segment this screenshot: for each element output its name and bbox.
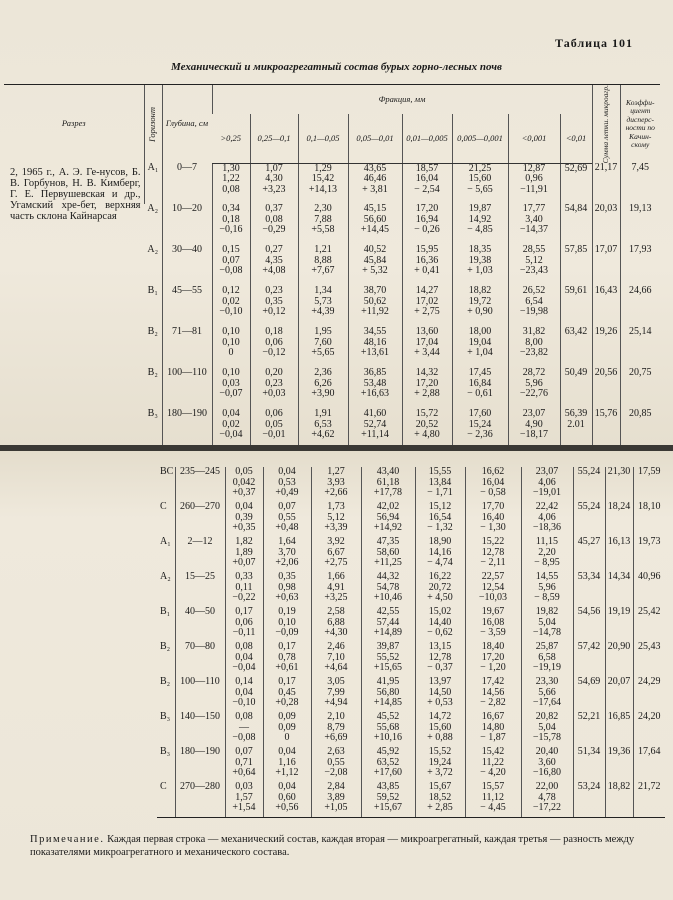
sum-cell: 20,03 [592,204,620,245]
horizon-cell: B₃ [160,747,171,757]
depth-cell: 100—110 [175,677,225,712]
coef-cell: 24,29 [633,677,665,712]
fraction-cell: 43,40 61,18 +17,78 [361,467,415,502]
fraction-header: >0,25 [212,114,250,163]
fraction-cell: 1,34 5,73 +4,39 [298,286,348,327]
table-row [157,747,665,782]
fraction-cell: 1,66 4,91 +3,25 [311,572,361,607]
fraction-cell: 15,55 13,84 − 1,71 [415,467,465,502]
fraction-cell: 16,62 16,04 − 0,58 [465,467,521,502]
fraction-cell: 0,04 0,39 +0,35 [225,502,263,537]
fraction-cell: 0,37 0,08 −0,29 [250,204,298,245]
fraction-cell: 17,42 14,56 − 2,82 [465,677,521,712]
fraction-cell: 18,90 14,16 − 4,74 [415,537,465,572]
table-row [157,572,665,607]
table-row [157,537,665,572]
fraction-cell: 41,95 56,80 +14,85 [361,677,415,712]
fraction-cell: 0,34 0,18 −0,16 [212,204,250,245]
col-header-koef: Коэффи-циент дисперс-ности по Качин-скому [620,85,660,164]
fraction-cell: 0,08 — −0,08 [225,712,263,747]
fraction-cell: 22,00 4,78 −17,22 [521,782,573,818]
fraction-cell: 1,07 4,30 +3,23 [250,163,298,204]
fraction-cell: 25,87 6,58 −19,19 [521,642,573,677]
sum-cell: 16,43 [592,286,620,327]
fraction-cell: 2,84 3,89 +1,05 [311,782,361,818]
top-page [0,0,673,445]
depth-cell: 10—20 [162,204,212,245]
fraction-cell: 18,57 16,04 − 2,54 [402,163,452,204]
fraction-header: 0,01—0,005 [402,114,452,163]
table-title: Механический и микроагрегатный состав бурых горно-лесных почв [171,61,502,73]
horizon-cell: A₂ [147,204,159,215]
coef-cell: 24,20 [633,712,665,747]
fraction-cell: 52,69 [560,163,592,204]
fraction-cell: 0,12 0,02 −0,10 [212,286,250,327]
fraction-cell: 15,42 11,22 − 4,20 [465,747,521,782]
horizon-cell: B₁ [160,607,171,617]
fraction-cell: 21,25 15,60 − 5,65 [452,163,508,204]
soil-table-bottom [157,467,665,818]
fraction-cell: 63,42 [560,327,592,368]
sum-cell: 18,82 [605,782,633,818]
fraction-header: 0,25—0,1 [250,114,298,163]
horizon-cell: B₂ [147,368,158,379]
fraction-cell: 2,30 7,88 +5,58 [298,204,348,245]
fraction-cell: 13,97 14,50 + 0,53 [415,677,465,712]
table-row [157,677,665,712]
table-note [30,833,650,859]
fraction-cell: 0,19 0,10 −0,09 [263,607,311,642]
fraction-cell: 41,60 52,74 +11,14 [348,409,402,445]
fraction-cell: 57,85 [560,245,592,286]
fraction-cell: 38,70 50,62 +11,92 [348,286,402,327]
fraction-cell: 18,00 19,04 + 1,04 [452,327,508,368]
fraction-cell: 2,10 8,79 +6,69 [311,712,361,747]
fraction-cell: 15,72 20,52 + 4,80 [402,409,452,445]
coef-cell: 17,93 [620,245,660,286]
fraction-cell: 31,82 8,00 −23,82 [508,327,560,368]
fraction-cell: 23,30 5,66 −17,64 [521,677,573,712]
coef-cell: 18,10 [633,502,665,537]
fraction-cell: 42,55 57,44 +14,89 [361,607,415,642]
fraction-cell: 16,67 14,80 − 1,87 [465,712,521,747]
fraction-cell: 45,92 63,52 +17,60 [361,747,415,782]
fraction-cell: 0,04 0,02 −0,04 [212,409,250,445]
fraction-cell: 34,55 48,16 +13,61 [348,327,402,368]
fraction-cell: 0,17 0,78 +0,61 [263,642,311,677]
horizon-cell: C [157,782,175,818]
coef-cell: 19,13 [620,204,660,245]
fraction-cell: 14,72 15,60 + 0,88 [415,712,465,747]
fraction-cell: 2,36 6,26 +3,90 [298,368,348,409]
depth-cell: 260—270 [175,502,225,537]
sum-cell: 20,56 [592,368,620,409]
coef-cell: 25,42 [633,607,665,642]
fraction-cell: 17,77 3,40 −14,37 [508,204,560,245]
fraction-cell: 18,82 19,72 + 0,90 [452,286,508,327]
fraction-cell: 15,22 12,78 − 2,11 [465,537,521,572]
fraction-cell: 17,45 16,84 − 0,61 [452,368,508,409]
table-row [157,467,665,502]
fraction-cell: 2,46 7,10 +4,64 [311,642,361,677]
fraction-cell: 0,14 0,04 −0,10 [225,677,263,712]
sum-cell: 20,07 [605,677,633,712]
depth-cell: 0—7 [162,163,212,204]
fraction-cell: 1,73 5,12 +3,39 [311,502,361,537]
fraction-cell: 0,20 0,23 +0,03 [250,368,298,409]
fraction-cell: 2,58 6,88 +4,30 [311,607,361,642]
fraction-cell: 47,35 58,60 +11,25 [361,537,415,572]
table-row [157,782,665,818]
sum-cell: 20,90 [605,642,633,677]
fraction-cell: 26,52 6,54 −19,98 [508,286,560,327]
table-row [4,163,660,204]
fraction-header: 0,1—0,05 [298,114,348,163]
horizon-cell: A₁ [160,537,171,547]
fraction-cell: 0,03 1,57 +1,54 [225,782,263,818]
fraction-cell: 0,05 0,042 +0,37 [225,467,263,502]
table-number: Таблица 101 [555,36,633,50]
fraction-header: <0,01 [560,114,592,163]
fraction-cell: 15,57 11,12 − 4,45 [465,782,521,818]
fraction-cell: 17,60 15,24 − 2,36 [452,409,508,445]
horizon-cell: B₂ [160,642,171,652]
depth-cell: 15—25 [175,572,225,607]
fraction-cell: 0,04 1,16 +1,12 [263,747,311,782]
fraction-cell: 18,35 19,38 + 1,03 [452,245,508,286]
fraction-cell: 39,87 55,52 +15,65 [361,642,415,677]
fraction-cell: 1,21 8,88 +7,67 [298,245,348,286]
fraction-cell: 13,60 17,04 + 3,44 [402,327,452,368]
sum-cell: 18,24 [605,502,633,537]
depth-cell: 30—40 [162,245,212,286]
fraction-cell: 51,34 [573,747,605,782]
table-row [157,712,665,747]
fraction-cell: 23,07 4,06 −19,01 [521,467,573,502]
fraction-cell: 44,32 54,78 +10,46 [361,572,415,607]
fraction-cell: 0,04 0,60 +0,56 [263,782,311,818]
fraction-cell: 2,63 0,55 −2,08 [311,747,361,782]
fraction-cell: 54,69 [573,677,605,712]
fraction-cell: 23,07 4,90 −18,17 [508,409,560,445]
horizon-cell: B₃ [147,409,158,420]
fraction-cell: 1,30 1,22 0,08 [212,163,250,204]
fraction-cell: 56,39 2.01 [560,409,592,445]
fraction-cell: 0,17 0,45 +0,28 [263,677,311,712]
fraction-cell: 53,34 [573,572,605,607]
fraction-cell: 0,35 0,98 +0,63 [263,572,311,607]
fraction-cell: 53,24 [573,782,605,818]
horizon-cell: A₁ [144,163,162,204]
fraction-cell: 1,91 6,53 +4,62 [298,409,348,445]
fraction-cell: 50,49 [560,368,592,409]
fraction-cell: 0,10 0,10 0 [212,327,250,368]
fraction-cell: 0,33 0,11 −0,22 [225,572,263,607]
depth-cell: 40—50 [175,607,225,642]
horizon-cell: B₂ [147,327,158,338]
fraction-cell: 0,09 0,09 0 [263,712,311,747]
horizon-cell: B₁ [147,286,158,297]
fraction-cell: 15,12 16,54 − 1,32 [415,502,465,537]
note-head: Примечание. [30,834,105,845]
fraction-cell: 18,40 17,20 − 1,20 [465,642,521,677]
fraction-cell: 20,82 5,04 −15,78 [521,712,573,747]
fraction-cell: 17,70 16,40 − 1,30 [465,502,521,537]
fraction-cell: 14,27 17,02 + 2,75 [402,286,452,327]
fraction-cell: 0,10 0,03 −0,07 [212,368,250,409]
fraction-cell: 15,52 19,24 + 3,72 [415,747,465,782]
fraction-header: 0,005—0,001 [452,114,508,163]
fraction-cell: 1,95 7,60 +5,65 [298,327,348,368]
col-header-razrez: Разрез [4,85,144,164]
horizon-cell: A₂ [160,572,171,582]
depth-cell: 2—12 [175,537,225,572]
sum-cell: 21,30 [605,467,633,502]
sum-cell: 16,13 [605,537,633,572]
fraction-cell: 43,65 46,46 + 3,81 [348,163,402,204]
site-reference: 2, 1965 г., А. Э. Ге-нусов, Б. В. Горбунов, Н. В. Кимберг, Г. Е. Первушевская и др., Угамский хре-бет, верхняя часть склона Кайнарсая [10,167,141,223]
depth-cell: 270—280 [175,782,225,818]
fraction-cell: 0,07 0,55 +0,48 [263,502,311,537]
col-header-glubina: Глубина, см [162,85,212,164]
fraction-cell: 16,22 20,72 + 4,50 [415,572,465,607]
bottom-page [0,451,673,900]
coef-cell: 17,64 [633,747,665,782]
horizon-cell: BC [160,467,174,477]
fraction-cell: 57,42 [573,642,605,677]
fraction-cell: 19,67 16,08 − 3,59 [465,607,521,642]
fraction-cell: 40,52 45,84 + 5,32 [348,245,402,286]
depth-cell: 71—81 [162,327,212,368]
fraction-cell: 54,84 [560,204,592,245]
fraction-cell: 43,85 59,52 +15,67 [361,782,415,818]
fraction-cell: 12,87 0,96 −11,91 [508,163,560,204]
fraction-cell: 55,24 [573,502,605,537]
fraction-cell: 22,42 4,06 −18,36 [521,502,573,537]
soil-table-top [4,84,660,445]
horizon-cell: C [160,502,167,512]
horizon-cell: A₂ [147,245,159,256]
coef-cell: 20,75 [620,368,660,409]
sum-cell: 15,76 [592,409,620,445]
fraction-cell: 0,15 0,07 −0,08 [212,245,250,286]
horizon-cell: B₃ [160,712,171,722]
sum-cell: 16,85 [605,712,633,747]
fraction-cell: 28,55 5,12 −23,43 [508,245,560,286]
fraction-cell: 59,61 [560,286,592,327]
table-row [157,642,665,677]
sum-cell: 14,34 [605,572,633,607]
fraction-cell: 36,85 53,48 +16,63 [348,368,402,409]
fraction-cell: 19,82 5,04 −14,78 [521,607,573,642]
fraction-cell: 15,67 18,52 + 2,85 [415,782,465,818]
fraction-cell: 1,29 15,42 +14,13 [298,163,348,204]
fraction-cell: 20,40 3,60 −16,80 [521,747,573,782]
fraction-cell: 14,55 5,96 − 8,59 [521,572,573,607]
fraction-cell: 15,02 14,40 − 0,62 [415,607,465,642]
fraction-cell: 42,02 56,94 +14,92 [361,502,415,537]
fraction-cell: 0,18 0,06 −0,12 [250,327,298,368]
sum-cell: 19,19 [605,607,633,642]
fraction-cell: 14,32 17,20 + 2,88 [402,368,452,409]
depth-cell: 180—190 [162,409,212,445]
fraction-cell: 11,15 2,20 − 8,95 [521,537,573,572]
fraction-cell: 45,52 55,68 +10,16 [361,712,415,747]
fraction-cell: 0,23 0,35 +0,12 [250,286,298,327]
coef-cell: 17,59 [633,467,665,502]
depth-cell: 70—80 [175,642,225,677]
fraction-cell: 15,95 16,36 + 0,41 [402,245,452,286]
fraction-cell: 0,06 0,05 −0,01 [250,409,298,445]
fraction-cell: 28,72 5,96 −22,76 [508,368,560,409]
coef-cell: 21,72 [633,782,665,818]
fraction-cell: 0,08 0,04 −0,04 [225,642,263,677]
fraction-cell: 45,27 [573,537,605,572]
fraction-cell: 0,17 0,06 −0,11 [225,607,263,642]
sum-cell: 19,36 [605,747,633,782]
col-header-summa: Сумма летки. микроагр. [592,85,620,164]
fraction-cell: 3,05 7,99 +4,94 [311,677,361,712]
note-text: Каждая первая строка — механический состав, каждая вторая — микроагрегатный, каждая третья — разность между показателями микроагрегатного и механического состава. [30,834,635,858]
coef-cell: 19,73 [633,537,665,572]
fraction-cell: 17,20 16,94 − 0,26 [402,204,452,245]
fraction-cell: 3,92 6,67 +2,75 [311,537,361,572]
depth-cell: 140—150 [175,712,225,747]
fraction-header: 0,05—0,01 [348,114,402,163]
col-header-gorizont: Горизонт [144,85,162,164]
coef-cell: 25,14 [620,327,660,368]
fraction-cell: 45,15 56,60 +14,45 [348,204,402,245]
depth-cell: 45—55 [162,286,212,327]
fraction-cell: 0,07 0,71 +0,64 [225,747,263,782]
fraction-cell: 52,21 [573,712,605,747]
sum-cell: 21,17 [592,163,620,204]
fraction-header: <0,001 [508,114,560,163]
fraction-cell: 1,27 3,93 +2,66 [311,467,361,502]
fraction-cell: 1,82 1,89 +0,07 [225,537,263,572]
coef-cell: 24,66 [620,286,660,327]
depth-cell: 180—190 [175,747,225,782]
coef-cell: 20,85 [620,409,660,445]
fraction-cell: 22,57 12,54 −10,03 [465,572,521,607]
table-row [157,502,665,537]
table-row [157,607,665,642]
sum-cell: 17,07 [592,245,620,286]
depth-cell: 235—245 [175,467,225,502]
coef-cell: 40,96 [633,572,665,607]
fraction-cell: 0,04 0,53 +0,49 [263,467,311,502]
fraction-cell: 54,56 [573,607,605,642]
fraction-cell: 0,27 4,35 +4,08 [250,245,298,286]
horizon-cell: B₂ [160,677,171,687]
depth-cell: 100—110 [162,368,212,409]
coef-cell: 25,43 [633,642,665,677]
fraction-cell: 1,64 3,70 +2,06 [263,537,311,572]
sum-cell: 19,26 [592,327,620,368]
fraction-cell: 55,24 [573,467,605,502]
coef-cell: 7,45 [620,163,660,204]
fraction-cell: 19,87 14,92 − 4,85 [452,204,508,245]
fraction-cell: 13,15 12,78 − 0,37 [415,642,465,677]
col-header-fraction: Фракция, мм [212,85,592,115]
